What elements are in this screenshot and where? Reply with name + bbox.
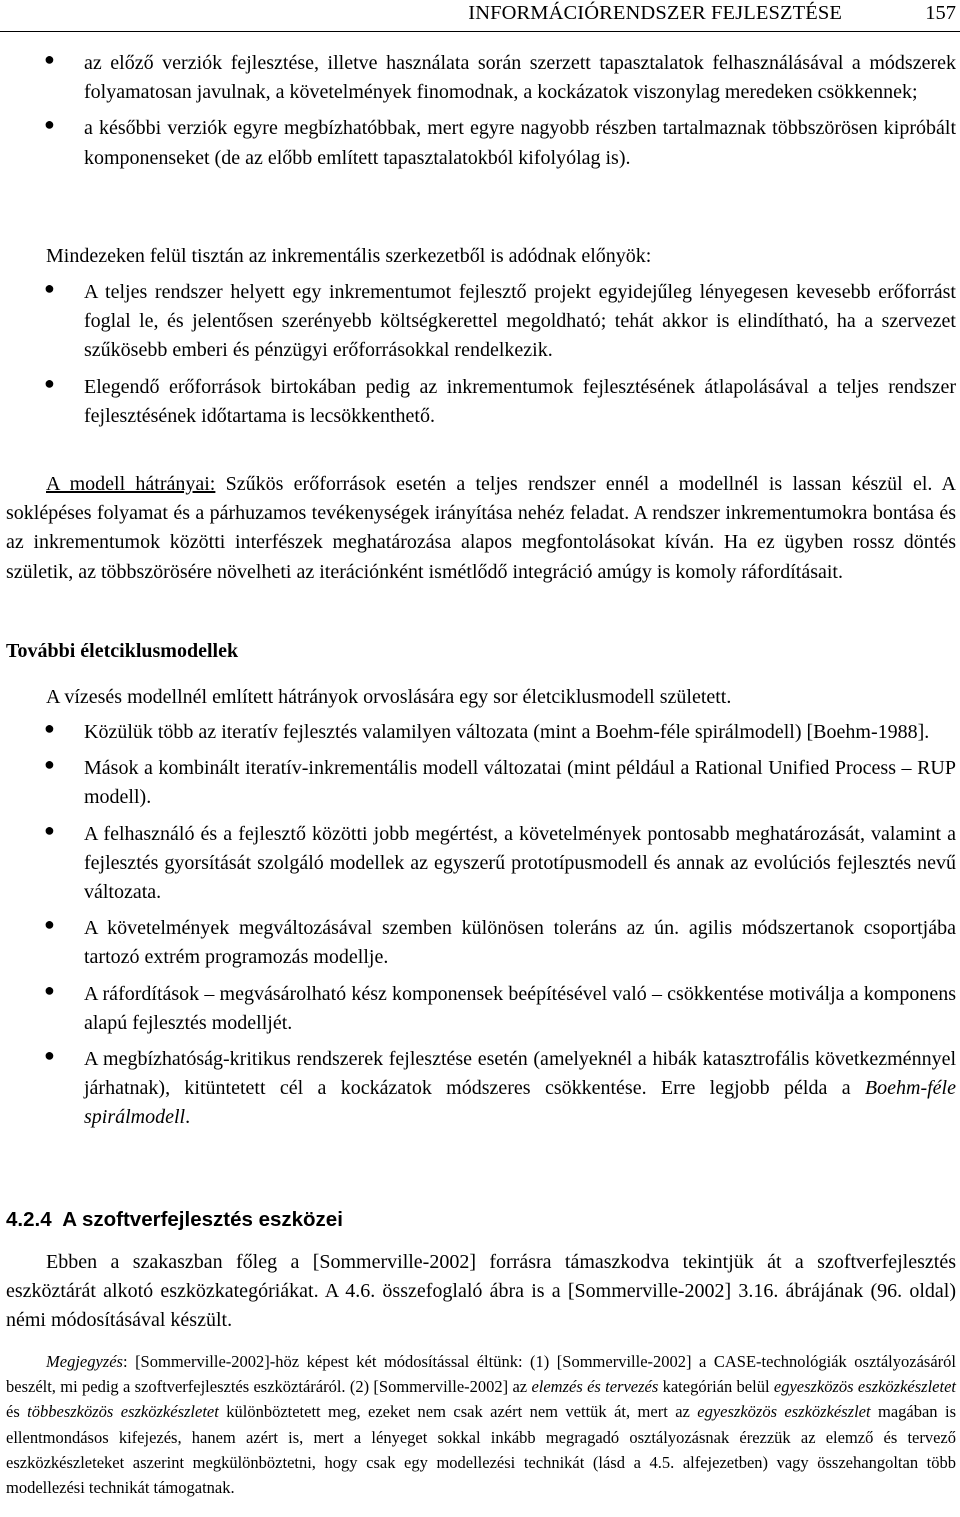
note-text: magában is ellentmondásos kifejezés, hanem azért is, mert a lényeget sokkal inkább megragadó osztályozásnak érezzük az elemző és tervező eszközkészleteket aszerint megkülönböztetni, hogy csak egy modellezési technikát (lásd a 4.5. alfejezetben) vagy összehangoltan több modellezési technikát támogatnak. bbox=[6, 1402, 956, 1498]
list-item bbox=[0, 1045, 960, 1133]
bullet-icon: ● bbox=[44, 819, 55, 840]
list-item bbox=[0, 49, 960, 107]
list-item bbox=[0, 754, 960, 812]
note-paragraph bbox=[0, 1349, 960, 1500]
bullet-icon: ● bbox=[44, 718, 55, 738]
list-item-text: Mások a kombinált iteratív-inkrementális modell változatai (mint például a Rational Unified Process – RUP modell). bbox=[84, 757, 956, 809]
disadvantages-label: A modell hátrányai: bbox=[46, 473, 216, 495]
list-item-text: Elegendő erőforrások birtokában pedig az inkrementumok fejlesztésének átlapolásával a teljes rendszer fejlesztésének időtartama is lecsökkenthető. bbox=[84, 375, 956, 427]
lifecycle-intro bbox=[0, 683, 960, 712]
list-item-text: A felhasználó és a fejlesztő közötti jobb megértést, a követelmények pontosabb meghatározását, valamint a fejlesztés gyorsítását szolgáló modellek az egyszerű prototípusmodell és annak az evolúciós fejlesztés nevű változata. bbox=[84, 822, 956, 904]
section-heading-block bbox=[0, 640, 960, 663]
list-item bbox=[0, 718, 960, 747]
subsection-heading-block bbox=[0, 1208, 960, 1232]
subsection-paragraph bbox=[0, 1248, 960, 1336]
paragraph: A vízesés modellnél említett hátrányok orvoslására egy sor életciklusmodell született. bbox=[46, 686, 732, 708]
bullet-icon: ● bbox=[44, 979, 55, 1000]
list-item-text-end: . bbox=[185, 1106, 191, 1129]
list-item-text-main: A megbízhatóság-kritikus rendszerek fejlesztése esetén (amelyeknél a hibák katasztrofális következménnyel járhatnak), kitüntetett cél a kockázatok módszeres csökkentése. Erre legjobb példa a bbox=[84, 1048, 956, 1100]
bullet-icon: ● bbox=[44, 278, 55, 298]
note-emphasis: elemzés és tervezés bbox=[531, 1377, 659, 1397]
list-item-text: Közülük több az iteratív fejlesztés valamilyen változata (mint a Boehm-féle spirálmodell) [Boehm-1988]. bbox=[84, 721, 930, 743]
subsection-heading: 4.2.4 A szoftverfejlesztés eszközei bbox=[6, 1208, 343, 1231]
paragraph bbox=[0, 470, 960, 587]
disadvantages-text: Szűkös erőforrások esetén a teljes rendszer ennél a modellnél is lassan készül el. A soklépéses folyamat és a párhuzamos tevékenységek irányítása nehéz feladat. A rendszer inkrementumokra bontása és az inkrementumok közötti interfészek meghatározása alapos megfontolásokat kíván. Ha ez ügyben rossz döntés születik, az többszörösére növelheti az iterációnként ismétlődő integráció amúgy is komoly ráfordításait. bbox=[6, 473, 956, 583]
bullet-icon: ● bbox=[44, 1045, 55, 1066]
note-text: különböztetett meg, ezeket nem csak azért nem vettük át, mert az bbox=[218, 1402, 698, 1422]
note-block bbox=[0, 1349, 960, 1500]
bullet-icon: ● bbox=[44, 114, 55, 135]
note-text: kategórián belül bbox=[658, 1377, 774, 1397]
running-header bbox=[0, 0, 960, 32]
note-text: : [Sommerville-2002]-höz képest két módosítással éltünk: (1) [Sommerville-2002] a CASE-technológiák osztályozásáról beszélt, mi pedig a szoftverfejlesztés eszköztáráról. (2) [Sommerville-2002] az bbox=[6, 1352, 956, 1397]
list-item bbox=[0, 373, 960, 431]
disadvantages-paragraph bbox=[0, 470, 960, 587]
section-heading: További életciklusmodellek bbox=[6, 640, 239, 662]
note-emphasis: többeszközös eszközkészletet bbox=[27, 1402, 219, 1422]
note-emphasis: egyeszközös eszközkészlet bbox=[697, 1402, 871, 1422]
list-item bbox=[0, 114, 960, 172]
list-item bbox=[0, 914, 960, 972]
bullet-icon: ● bbox=[44, 49, 55, 69]
advantages-intro bbox=[0, 242, 960, 271]
list-item bbox=[0, 820, 960, 908]
bullet-icon: ● bbox=[44, 372, 55, 393]
list-item-text: A teljes rendszer helyett egy inkrementumot fejlesztő projekt egyidejűleg lényegesen kevesebb erőforrást foglal le, és jelentősen szerényebb költségkerettel megoldható; tehát akkor is elindítható, ha a szervezet szűkösebb emberi és pénzügyi erőforrásokkal rendelkezik. bbox=[84, 281, 956, 362]
emphasis: Boehm-féle spirálmodell bbox=[84, 1077, 956, 1129]
note-text: és bbox=[6, 1402, 28, 1422]
note-label: Megjegyzés bbox=[46, 1352, 123, 1371]
bullet-icon: ● bbox=[44, 754, 55, 775]
note-emphasis: egyeszközös eszközkészletet bbox=[773, 1377, 956, 1397]
bullet-list-lifecycle bbox=[0, 718, 960, 1133]
page-number: 157 bbox=[925, 2, 956, 24]
header-title: INFORMÁCIÓRENDSZER FEJLESZTÉSE bbox=[468, 2, 842, 24]
list-item-text: a későbbi verziók egyre megbízhatóbbak, mert egyre nagyobb részben tartalmaznak többszörösen kipróbált komponenseket (de az előbb említett tapasztalatokból kifolyólag is). bbox=[84, 117, 956, 169]
list-item-text: A ráfordítások – megvásárolható kész komponensek beépítésével való – csökkentése motiválja a komponens alapú fejlesztés modelljét. bbox=[84, 982, 956, 1034]
bullet-list-advantages bbox=[0, 278, 960, 431]
paragraph: Mindezeken felül tisztán az inkrementális szerkezetből is adódnak előnyök: bbox=[46, 245, 652, 267]
bullet-list-top bbox=[0, 49, 960, 173]
bullet-icon: ● bbox=[44, 914, 55, 935]
list-item bbox=[0, 278, 960, 366]
list-item-text: az előző verziók fejlesztése, illetve használata során szerzett tapasztalatok felhasználásával a módszerek folyamatosan javulnak, a követelmények finomodnak, a kockázatok viszonylag meredeken csökkennek; bbox=[84, 52, 956, 104]
paragraph: Ebben a szakaszban főleg a [Sommerville-2002] forrásra támaszkodva tekintjük át a szoftverfejlesztés eszköztárát alkotó eszközkategóriákat. A 4.6. összefoglaló ábra is a [Sommerville-2002] 3.16. ábrájának (96. oldal) némi módosításával készült. bbox=[6, 1251, 956, 1332]
list-item bbox=[0, 980, 960, 1038]
list-item-text: A követelmények megváltozásával szemben különösen toleráns az ún. agilis módszertanok csoportjába tartozó extrém programozás modellje. bbox=[84, 917, 956, 969]
list-item-text bbox=[84, 1045, 956, 1133]
